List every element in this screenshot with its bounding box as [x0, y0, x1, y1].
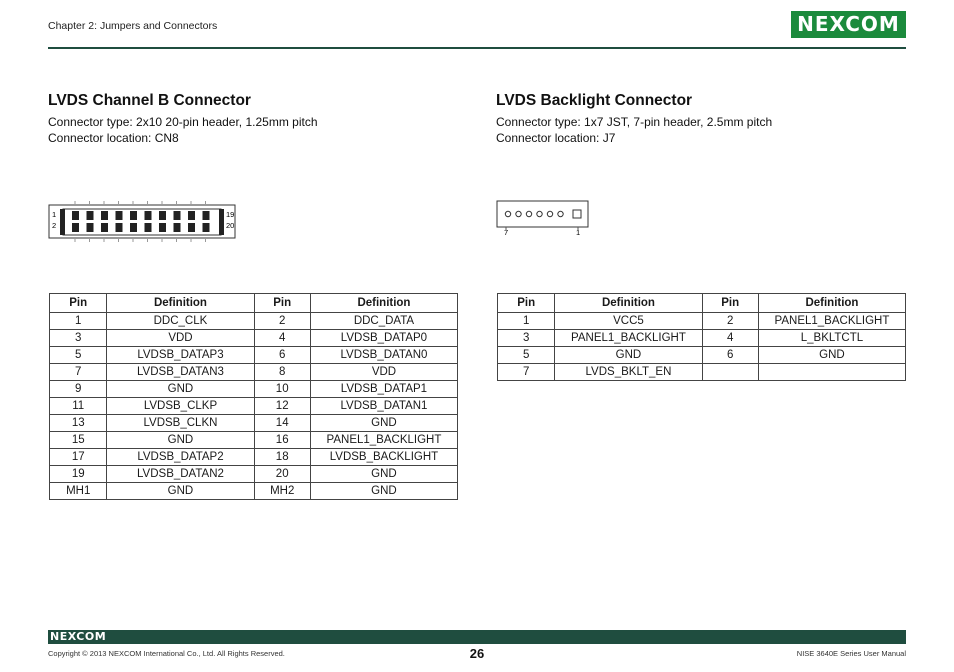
header-divider [48, 47, 906, 49]
pin-cell: 4 [254, 330, 310, 347]
header-pin-square [188, 223, 195, 232]
pin-cell: 17 [50, 449, 107, 466]
cn8-pin-table [49, 293, 458, 500]
jst-pin-round [516, 211, 521, 216]
pin-cell: MH2 [254, 483, 310, 500]
definition-cell: PANEL1_BACKLIGHT [555, 330, 702, 347]
header-pin-square [145, 223, 152, 232]
definition-cell: GND [310, 466, 457, 483]
table-row [50, 466, 458, 483]
header-pin: Pin [254, 294, 310, 313]
pin-cell: 10 [254, 381, 310, 398]
table-row [498, 347, 906, 364]
pin-cell: 15 [50, 432, 107, 449]
definition-cell [758, 364, 905, 381]
pin-cell: 19 [50, 466, 107, 483]
header-pin-square [101, 223, 108, 232]
pin-cell: MH1 [50, 483, 107, 500]
jst-pin-square [573, 210, 581, 218]
pin-cell: 11 [50, 398, 107, 415]
definition-cell: LVDSB_CLKP [107, 398, 254, 415]
page-number: 26 [469, 646, 485, 661]
header-pin-square [87, 223, 94, 232]
definition-cell: GND [107, 381, 254, 398]
chapter-heading: Chapter 2: Jumpers and Connectors [48, 20, 218, 32]
header-pin: Pin [702, 294, 758, 313]
table-row [50, 364, 458, 381]
definition-cell: PANEL1_BACKLIGHT [310, 432, 457, 449]
table-row [50, 432, 458, 449]
manual-title: NISE 3640E Series User Manual [796, 649, 906, 658]
pin-cell: 14 [254, 415, 310, 432]
definition-cell: GND [310, 483, 457, 500]
definition-cell: GND [107, 432, 254, 449]
j7-pin-table [497, 293, 906, 381]
header-pin-square [159, 211, 166, 220]
definition-cell: L_BKLTCTL [758, 330, 905, 347]
nexcom-logo [791, 11, 906, 38]
header-pin-square [203, 223, 210, 232]
footer-square-icon [899, 638, 906, 644]
header-definition: Definition [310, 294, 457, 313]
connector-type: Connector type: 2x10 20-pin header, 1.25mm pitch [48, 115, 318, 129]
definition-cell: DDC_CLK [107, 313, 254, 330]
header-pin-square [188, 211, 195, 220]
definition-cell: GND [310, 415, 457, 432]
pin-cell: 2 [702, 313, 758, 330]
header-pin-square [203, 211, 210, 220]
header-definition: Definition [758, 294, 905, 313]
table-row [50, 398, 458, 415]
definition-cell: LVDS_BKLT_EN [555, 364, 702, 381]
definition-cell: VDD [310, 364, 457, 381]
pin-cell: 3 [498, 330, 555, 347]
pin-cell: 7 [50, 364, 107, 381]
definition-cell: VCC5 [555, 313, 702, 330]
pin-label-7: 7 [504, 228, 509, 237]
pin-cell: 3 [50, 330, 107, 347]
header-pin-square [116, 211, 123, 220]
pin-cell: 9 [50, 381, 107, 398]
j7-connector-diagram [496, 199, 590, 239]
definition-cell: GND [107, 483, 254, 500]
header-pin-square [130, 223, 137, 232]
pin-cell: 6 [254, 347, 310, 364]
pin-cell: 5 [498, 347, 555, 364]
definition-cell: LVDSB_DATAN1 [310, 398, 457, 415]
header-pin-square [130, 211, 137, 220]
footer-bar [48, 630, 906, 644]
header-pin-square [174, 223, 181, 232]
definition-cell: DDC_DATA [310, 313, 457, 330]
logo-text: NEXCOM [797, 12, 900, 36]
definition-cell: LVDSB_DATAN2 [107, 466, 254, 483]
definition-cell: LVDSB_DATAP1 [310, 381, 457, 398]
table-row [50, 381, 458, 398]
definition-cell: LVDSB_DATAP3 [107, 347, 254, 364]
header-pin-square [174, 211, 181, 220]
lvds-channel-b-section [48, 92, 318, 146]
footer-square-icon [890, 630, 898, 637]
jst-pin-round [537, 211, 542, 216]
table-row [498, 330, 906, 347]
definition-cell: GND [758, 347, 905, 364]
pin-label-1: 1 [52, 210, 57, 219]
pin-cell [702, 364, 758, 381]
connector-location: Connector location: J7 [496, 131, 616, 145]
table-row [50, 330, 458, 347]
pin-label-2: 2 [52, 221, 57, 230]
pin-cell: 8 [254, 364, 310, 381]
copyright-text: Copyright © 2013 NEXCOM International Co., Ltd. All Rights Reserved. [48, 649, 285, 658]
section-title: LVDS Backlight Connector [496, 92, 693, 109]
lvds-backlight-section [496, 92, 772, 146]
jst-pin-round [558, 211, 563, 216]
pin-cell: 16 [254, 432, 310, 449]
pin-cell: 5 [50, 347, 107, 364]
cn8-connector-diagram [48, 200, 238, 242]
section-title: LVDS Channel B Connector [48, 92, 251, 109]
header-pin-square [72, 223, 79, 232]
definition-cell: LVDSB_BACKLIGHT [310, 449, 457, 466]
jst-pin-round [526, 211, 531, 216]
table-row [50, 415, 458, 432]
pin-label-19: 19 [226, 210, 235, 219]
table-row [50, 483, 458, 500]
definition-cell: LVDSB_DATAN3 [107, 364, 254, 381]
header-definition: Definition [555, 294, 702, 313]
header-pin-square [145, 211, 152, 220]
definition-cell: GND [555, 347, 702, 364]
table-row [50, 449, 458, 466]
header-pin-square [87, 211, 94, 220]
table-row [498, 364, 906, 381]
definition-cell: LVDSB_DATAP2 [107, 449, 254, 466]
pin-cell: 13 [50, 415, 107, 432]
table-row [50, 347, 458, 364]
definition-cell: LVDSB_CLKN [107, 415, 254, 432]
connector-location: Connector location: CN8 [48, 131, 179, 145]
table-header-row [50, 294, 458, 313]
table-header-row [498, 294, 906, 313]
pin-cell: 2 [254, 313, 310, 330]
header-pin: Pin [498, 294, 555, 313]
pin-cell: 12 [254, 398, 310, 415]
table-row [498, 313, 906, 330]
header-pin: Pin [50, 294, 107, 313]
table-row [50, 313, 458, 330]
definition-cell: LVDSB_DATAP0 [310, 330, 457, 347]
pin-cell: 20 [254, 466, 310, 483]
pin-label-20: 20 [226, 221, 235, 230]
pin-cell: 18 [254, 449, 310, 466]
header-pin-square [101, 211, 108, 220]
header-pin-square [72, 211, 79, 220]
header-pin-square [159, 223, 166, 232]
pin-cell: 6 [702, 347, 758, 364]
pin-cell: 1 [498, 313, 555, 330]
jst-pin-round [547, 211, 552, 216]
pin-cell: 7 [498, 364, 555, 381]
definition-cell: LVDSB_DATAN0 [310, 347, 457, 364]
jst-pin-round [505, 211, 510, 216]
pin-label-1: 1 [576, 228, 581, 237]
definition-cell: VDD [107, 330, 254, 347]
definition-cell: PANEL1_BACKLIGHT [758, 313, 905, 330]
footer-logo: NEXCOM [50, 630, 107, 643]
pin-cell: 4 [702, 330, 758, 347]
connector-type: Connector type: 1x7 JST, 7-pin header, 2.5mm pitch [496, 115, 773, 129]
pin-cell: 1 [50, 313, 107, 330]
header-pin-square [116, 223, 123, 232]
header-definition: Definition [107, 294, 254, 313]
